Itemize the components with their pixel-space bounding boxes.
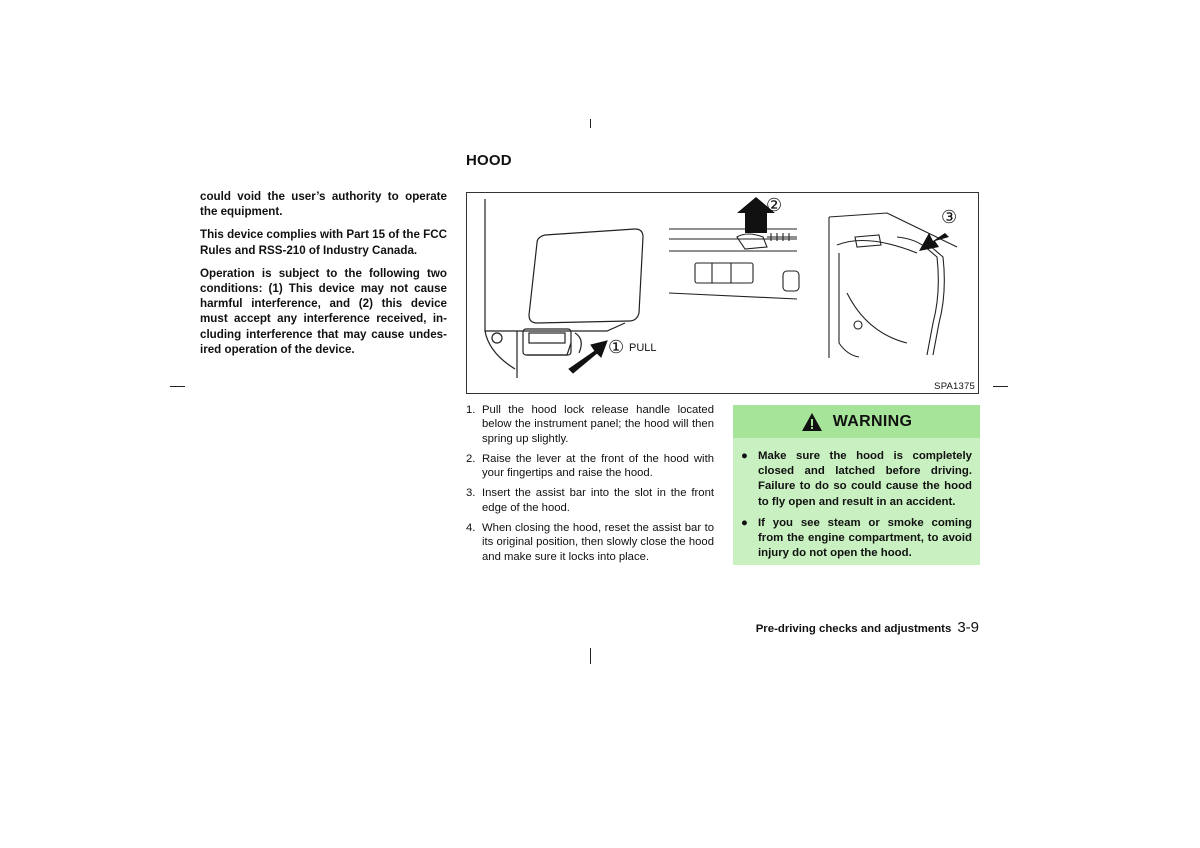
step-text: Raise the lever at the front of the hood with your fingertips and raise the hood. bbox=[482, 452, 714, 480]
pull-label: PULL bbox=[629, 342, 657, 354]
section-title: HOOD bbox=[466, 152, 512, 169]
list-item bbox=[741, 516, 972, 562]
hood-illustration bbox=[467, 193, 978, 393]
crop-mark-left bbox=[170, 386, 185, 387]
list-item bbox=[466, 403, 714, 446]
warning-title: WARNING bbox=[832, 412, 913, 430]
step-text: Insert the assist bar into the slot in the front edge of the hood. bbox=[482, 487, 714, 514]
step-number: 1. bbox=[466, 404, 476, 416]
bullet-icon: ● bbox=[741, 516, 748, 529]
step-number: 3. bbox=[466, 487, 476, 500]
figure-code: SPA1375 bbox=[934, 381, 975, 392]
list-item bbox=[466, 486, 714, 515]
warning-text: If you see steam or smoke coming from the engine compartment, to avoid injury do not open the hood. bbox=[758, 516, 972, 560]
crop-mark-bottom bbox=[590, 648, 591, 664]
paragraph: This device complies with Part 15 of the FCC Rules and RSS-210 of Industry Canada. bbox=[200, 228, 447, 257]
list-item bbox=[741, 449, 972, 510]
step-marker-1: ① bbox=[608, 337, 625, 357]
hood-release-figure bbox=[466, 192, 979, 394]
pull-arrow-icon bbox=[569, 341, 607, 373]
warning-header bbox=[733, 405, 980, 438]
footer-section-title: Pre-driving checks and adjustments bbox=[755, 623, 952, 635]
paragraph: Operation is subject to the following two conditions: (1) This device may not cause harmful interference, and (2) this device must accept any interference received, in-cluding interference that may cause undes-ired operation of the device. bbox=[200, 266, 447, 356]
page-footer bbox=[756, 619, 979, 636]
step-text: Pull the hood lock release handle located below the instrument panel; the hood will then spring up slightly. bbox=[482, 404, 714, 445]
left-column-text bbox=[200, 189, 447, 365]
step-number: 2. bbox=[466, 452, 476, 465]
bullet-icon: ● bbox=[741, 450, 748, 462]
warning-triangle-icon bbox=[801, 412, 823, 432]
warning-box bbox=[733, 405, 980, 565]
step-number: 4. bbox=[466, 522, 476, 535]
step-marker-3: ③ bbox=[941, 207, 958, 227]
paragraph: could void the user’s authority to operate the equipment. bbox=[200, 190, 447, 219]
crop-mark-top bbox=[590, 119, 591, 128]
step-marker-2: ② bbox=[766, 195, 783, 215]
list-item bbox=[466, 521, 714, 564]
procedure-steps bbox=[466, 403, 714, 570]
list-item bbox=[466, 452, 714, 481]
warning-list bbox=[741, 449, 972, 567]
crop-mark-right bbox=[993, 386, 1008, 387]
step-text: When closing the hood, reset the assist bar to its original position, then slowly close the hood and make sure it locks into place. bbox=[482, 522, 714, 563]
warning-text: Make sure the hood is completely closed and latched before driving. Failure to do so could cause the hood to fly open and result in an accident. bbox=[758, 450, 972, 508]
page-number: 3-9 bbox=[957, 619, 979, 636]
